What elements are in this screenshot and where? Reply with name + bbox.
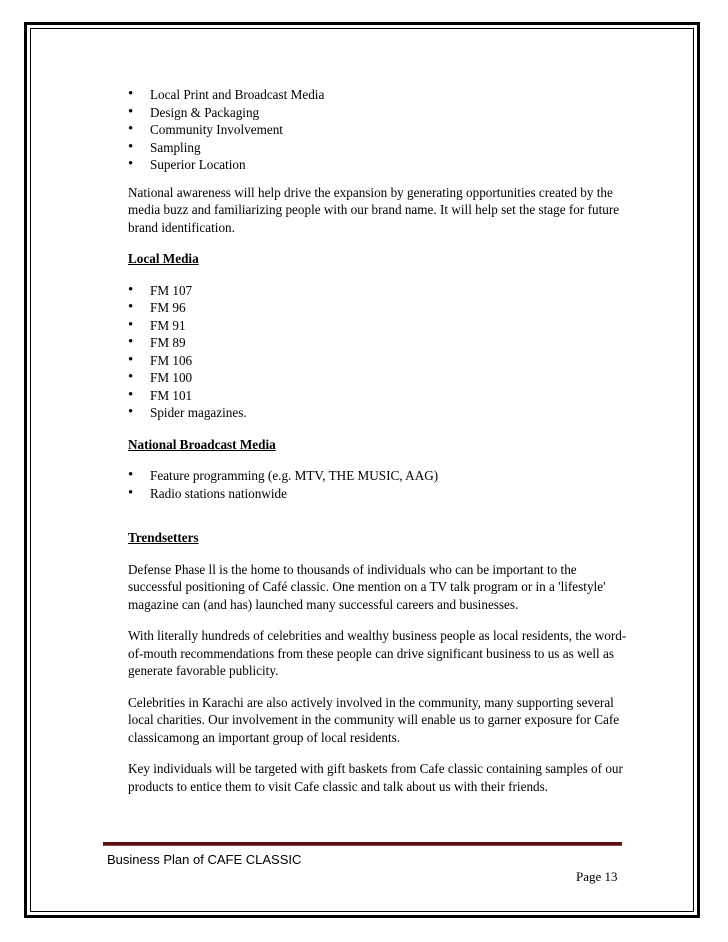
heading-national-broadcast-media: National Broadcast Media (128, 436, 276, 452)
list-item: • FM 101 (128, 387, 628, 405)
list-item: • Superior Location (128, 156, 628, 174)
list-item: • FM 89 (128, 334, 628, 352)
heading-trendsetters: Trendsetters (128, 530, 199, 545)
list-item: • Feature programming (e.g. MTV, THE MUSIC, AAG) (128, 467, 628, 485)
paragraph-trendsetters-4: Key individuals will be targeted with gift baskets from Cafe classic containing samples of our products to entice them to visit Cafe classic and talk about us with their friends. (128, 761, 623, 794)
bullet-list-national-media (128, 467, 628, 502)
list-item: • FM 91 (128, 317, 628, 335)
bullet-list-local-media (128, 282, 628, 422)
list-item: • Design & Packaging (128, 104, 628, 122)
paragraph-trendsetters-3: Celebrities in Karachi are also actively involved in the community, many supporting several local charities. Our involvement in the community will enable us to garner exposure for Cafe classicamong an important group of local residents. (128, 694, 620, 745)
list-item: • Local Print and Broadcast Media (128, 86, 628, 104)
list-item: • FM 100 (128, 369, 628, 387)
document-body (128, 86, 628, 795)
list-item: • Radio stations nationwide (128, 485, 628, 503)
list-item: • FM 106 (128, 352, 628, 370)
paragraph-trendsetters-2: With literally hundreds of celebrities and wealthy business people as local residents, the word-of-mouth recommendations from these people can drive significant business to us as well as generate favorable publicity. (128, 628, 627, 678)
list-item: • Sampling (128, 139, 628, 157)
paragraph-trendsetters-1: Defense Phase ll is the home to thousands of individuals who can be important to the successful positioning of Café classic. One mention on a TV talk program or in a 'lifestyle' magazine can (and has) launched many successful careers and businesses. (128, 561, 606, 612)
list-item: • FM 96 (128, 299, 628, 317)
list-item: • Spider magazines. (128, 404, 628, 422)
heading-local-media: Local Media (128, 251, 199, 266)
bullet-list-top (128, 86, 628, 174)
paragraph-awareness: National awareness will help drive the expansion by generating opportunities created by the media buzz and familiarizing people with our brand name. It will help set the stage for future brand identification. (128, 184, 620, 235)
list-item: • Community Involvement (128, 121, 628, 139)
footer-divider (103, 842, 622, 846)
list-item: • FM 107 (128, 282, 628, 300)
footer-title: Business Plan of CAFE CLASSIC (107, 852, 302, 867)
page-number: Page 13 (576, 869, 618, 884)
